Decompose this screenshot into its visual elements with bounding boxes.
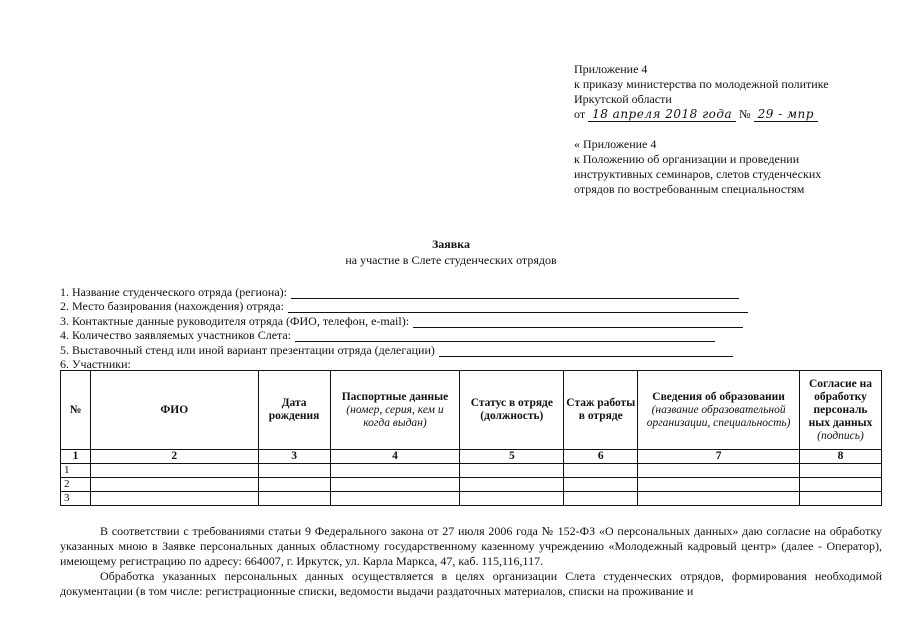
column-number: 6: [564, 450, 638, 464]
table-header-row: [61, 371, 882, 450]
appendix-regulation-line2: к Положению об организации и проведении: [574, 152, 800, 166]
field-blank-line[interactable]: [291, 288, 739, 299]
table-row: [61, 464, 882, 478]
field-exhibition-stand: [60, 343, 733, 357]
column-number: 2: [90, 450, 258, 464]
column-number: 8: [800, 450, 882, 464]
cell-education[interactable]: [638, 492, 800, 506]
handwritten-number: 29 - мпр: [754, 107, 818, 122]
appendix-order-date-row: [574, 107, 874, 122]
appendix-order-line1: Приложение 4: [574, 62, 648, 76]
consent-paragraph-2: Обработка указанных персональных данных осуществляется в целях организации Слета студенческих отрядов, формирования необходимой документации (в том числе: регистрационные списки, ведомости выдачи раздаточных материалов, списки на проживание и: [60, 569, 882, 598]
cell-birth-date[interactable]: [258, 464, 330, 478]
cell-status[interactable]: [460, 478, 564, 492]
field-label: 3. Контактные данные руководителя отряда (ФИО, телефон, e-mail):: [60, 314, 410, 328]
cell-experience[interactable]: [564, 464, 638, 478]
field-label: 2. Место базирования (нахождения) отряда:: [60, 299, 284, 313]
appendix-order-block: [574, 62, 874, 122]
cell-fio[interactable]: [90, 478, 258, 492]
document-title: Заявка: [431, 237, 471, 251]
field-label: 1. Название студенческого отряда (региона):: [60, 285, 288, 299]
field-blank-line[interactable]: [439, 346, 733, 357]
consent-text-block: [60, 524, 882, 599]
cell-birth-date[interactable]: [258, 478, 330, 492]
cell-experience[interactable]: [564, 478, 638, 492]
header-consent-note: (подпись): [817, 429, 864, 442]
cell-education[interactable]: [638, 478, 800, 492]
appendix-regulation-block: [574, 137, 874, 197]
cell-passport[interactable]: [330, 464, 460, 478]
column-number: 7: [638, 450, 800, 464]
header-education-note: (название образовательной организации, специальность): [646, 403, 791, 429]
cell-consent[interactable]: [800, 478, 882, 492]
appendix-order-line3: Иркутской области: [574, 92, 672, 106]
appendix-order-line2: к приказу министерства по молодежной политике: [574, 77, 829, 91]
header-passport-note: (номер, серия, кем и когда выдан): [346, 403, 444, 429]
cell-status[interactable]: [460, 492, 564, 506]
appendix-regulation-line4: отрядов по востребованным специальностям: [574, 182, 805, 196]
header-consent: [800, 371, 882, 450]
header-passport: [330, 371, 460, 450]
cell-passport[interactable]: [330, 478, 460, 492]
appendix-regulation-line1: « Приложение 4: [574, 137, 657, 151]
number-prefix: №: [739, 107, 751, 121]
column-number: 3: [258, 450, 330, 464]
field-blank-line[interactable]: [288, 302, 748, 313]
field-blank-line[interactable]: [295, 331, 715, 342]
header-consent-bold: Согласие на обработку персональ ных данных: [808, 377, 873, 429]
header-passport-bold: Паспортные данные: [341, 390, 449, 403]
consent-paragraph-1: В соответствии с требованиями статьи 9 Федерального закона от 27 июля 2006 года № 152-ФЗ «О персональных данных» даю согласие на обработку указанных мною в Заявке персональных данных областному государственному казенному учреждению «Молодежный кадровый центр» (далее - Оператор), имеющему регистрацию по адресу: 664007, г. Иркутск, ул. Карла Маркса, 47, каб. 115,116,117.: [60, 524, 882, 568]
column-numbers-row: [61, 450, 882, 464]
field-blank-line[interactable]: [413, 317, 743, 328]
cell-consent[interactable]: [800, 464, 882, 478]
header-fio: ФИО: [90, 371, 258, 450]
column-number: 4: [330, 450, 460, 464]
table-row: [61, 478, 882, 492]
field-label: 6. Участники:: [60, 357, 131, 371]
field-participants-heading: [60, 357, 131, 371]
field-participants-count: [60, 328, 715, 342]
handwritten-date: 18 апреля 2018 года: [588, 107, 736, 122]
appendix-regulation-line3: инструктивных семинаров, слетов студенческих: [574, 167, 822, 181]
column-number: 5: [460, 450, 564, 464]
header-num: №: [61, 371, 91, 450]
header-birth-date: Дата рождения: [258, 371, 330, 450]
cell-passport[interactable]: [330, 492, 460, 506]
column-number: 1: [61, 450, 91, 464]
cell-status[interactable]: [460, 464, 564, 478]
cell-birth-date[interactable]: [258, 492, 330, 506]
cell-experience[interactable]: [564, 492, 638, 506]
row-number: 2: [61, 478, 91, 492]
document-subtitle: на участие в Слете студенческих отрядов: [345, 253, 557, 267]
header-education: [638, 371, 800, 450]
header-education-bold: Сведения об образовании: [652, 390, 785, 403]
header-status: Статус в отряде (должность): [460, 371, 564, 450]
header-experience: Стаж работы в отряде: [564, 371, 638, 450]
field-leader-contacts: [60, 314, 743, 328]
cell-consent[interactable]: [800, 492, 882, 506]
row-number: 3: [61, 492, 91, 506]
field-label: 5. Выставочный стенд или иной вариант презентации отряда (делегации): [60, 343, 435, 357]
cell-fio[interactable]: [90, 492, 258, 506]
field-squad-name: [60, 285, 739, 299]
field-label: 4. Количество заявляемых участников Слета:: [60, 328, 292, 342]
cell-fio[interactable]: [90, 464, 258, 478]
row-number: 1: [61, 464, 91, 478]
cell-education[interactable]: [638, 464, 800, 478]
field-base-location: [60, 299, 748, 313]
table-row: [61, 492, 882, 506]
date-prefix: от: [574, 107, 586, 121]
participants-table: [60, 370, 882, 506]
